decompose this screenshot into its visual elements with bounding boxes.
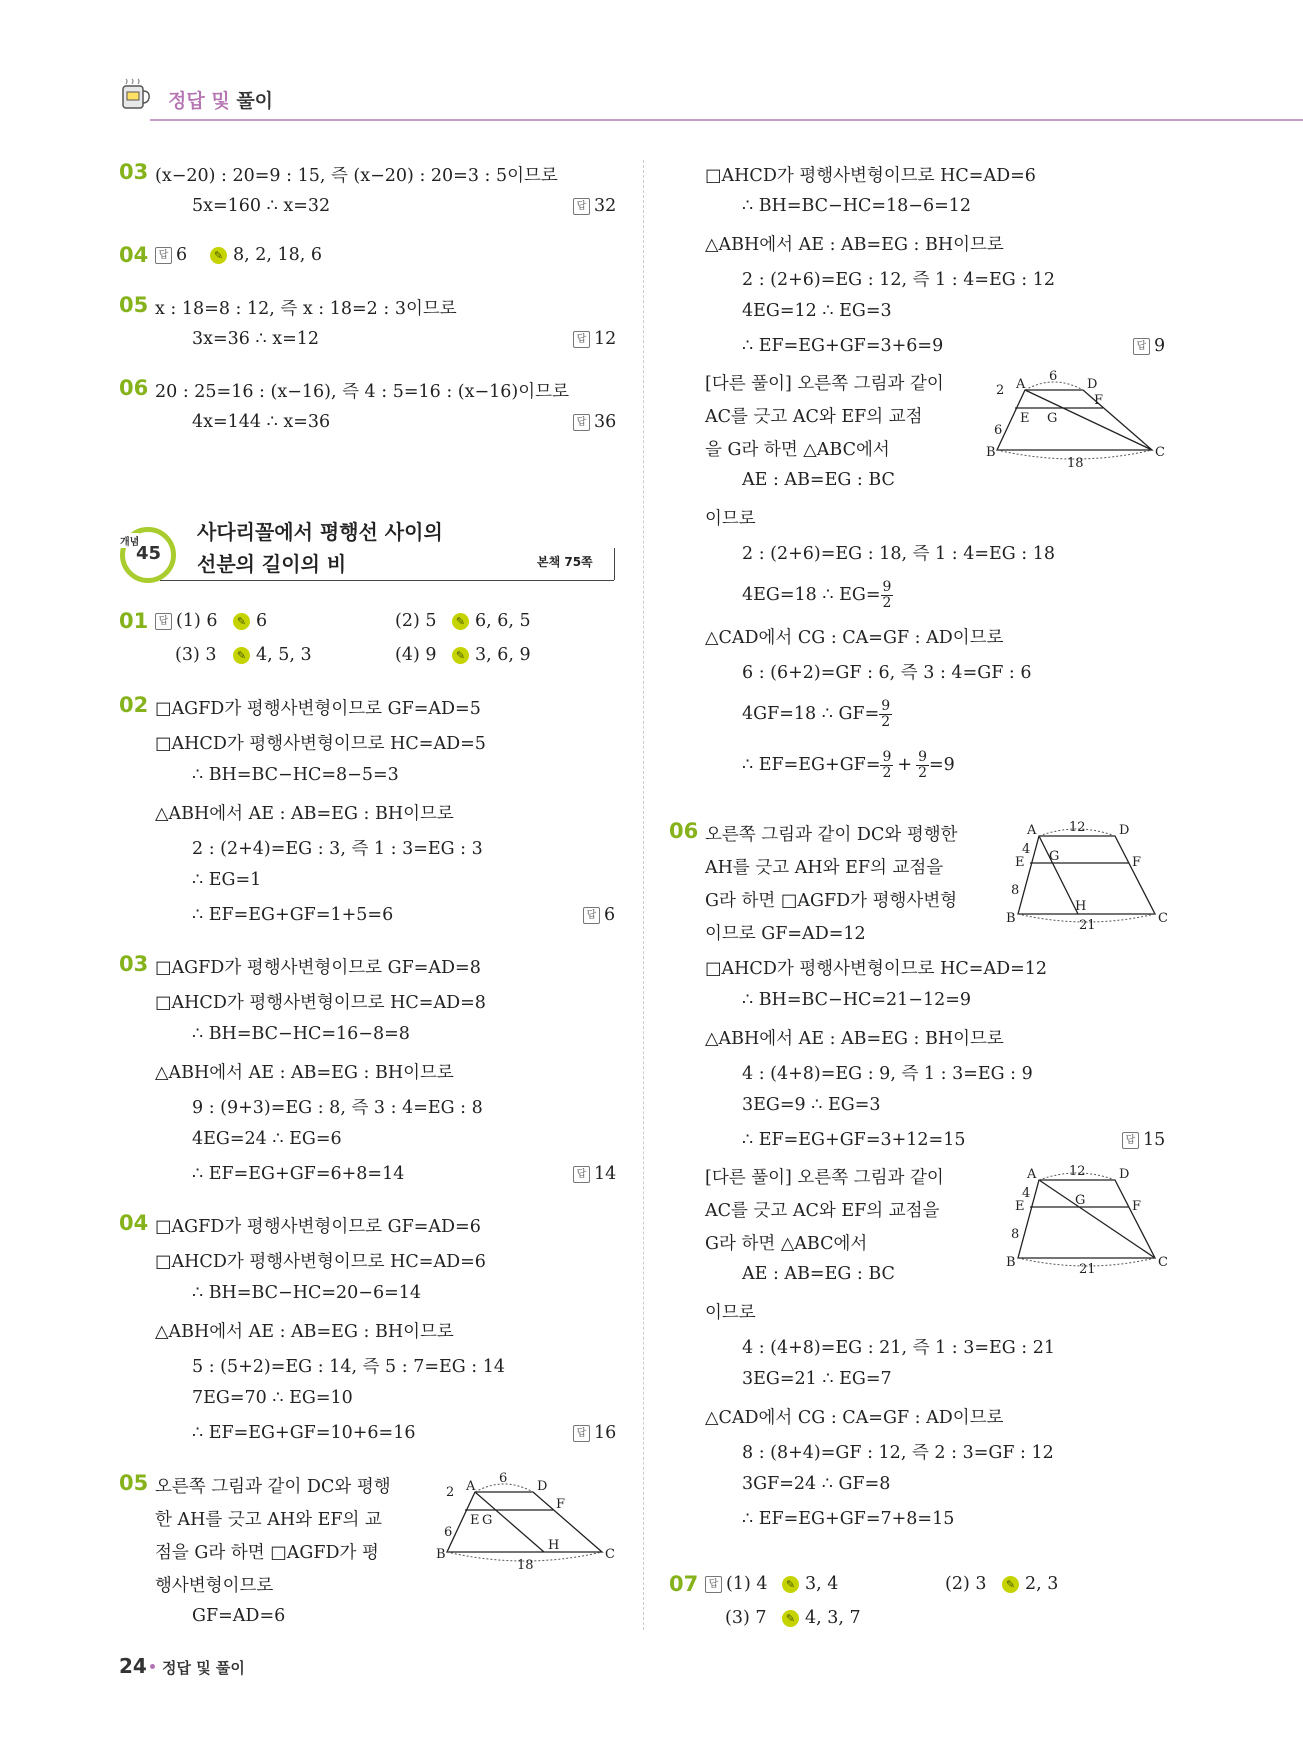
pencil-icon: ✎ [452,647,469,664]
solution-line: 8 : (8+4)=GF : 12, 즉 2 : 3=GF : 12 [742,1443,1054,1463]
answer-box [573,196,616,216]
fig-label: D [1119,1167,1130,1182]
trapezoid-figure [1005,818,1175,930]
fig-label: H [548,1538,560,1553]
fill-value: 3, 4 [805,1574,839,1594]
pencil-icon: ✎ [1002,1576,1019,1593]
column-divider [643,160,644,1630]
footer-label: 정답 및 풀이 [162,1659,245,1677]
solution-line: 7EG=70 ∴ EG=10 [192,1388,353,1408]
answer-value: 9 [1154,336,1166,356]
answer-box [573,1164,616,1184]
fig-label: E [1020,411,1030,426]
answer-icon: 답 [573,1425,590,1442]
header-rule [150,119,1303,121]
problem-number: 06 [119,376,149,400]
problem-number: 01 [119,609,149,633]
fig-label: G [482,1513,493,1528]
answer-box [155,245,187,265]
fig-label: C [605,1547,615,1562]
header-title-a: 정답 [168,90,205,112]
solution-line: □AGFD가 평행사변형이므로 GF=AD=6 [155,1217,481,1237]
fig-label: 21 [1079,1262,1096,1274]
fig-label: C [1158,911,1168,926]
fig-label: C [1155,445,1165,460]
answer-value: 6 [176,245,188,265]
answer-icon: 답 [583,907,600,924]
answer-icon: 답 [573,414,590,431]
fig-label: D [1119,823,1130,838]
fig-label: E [470,1513,480,1528]
fill-answer [452,645,531,665]
solution-text: =9 [929,755,955,775]
footer-dot [150,1664,155,1669]
solution-line: □AHCD가 평행사변형이므로 HC=AD=6 [155,1252,486,1272]
header-title-c: 풀이 [236,90,274,112]
solution-line: △ABH에서 AE : AB=EG : BH이므로 [155,1063,454,1083]
solution-line: ∴ EF=EG+GF=1+5=6 [192,905,394,925]
fraction-numerator: 9 [881,698,891,714]
solution-line: 5x=160 ∴ x=32 [192,196,331,216]
solution-line: □AHCD가 평행사변형이므로 HC=AD=5 [155,734,486,754]
fraction-denominator: 2 [881,714,891,730]
solution-line: 4 : (4+8)=EG : 21, 즉 1 : 3=EG : 21 [742,1338,1056,1358]
fig-label: 21 [1079,918,1096,930]
fig-label: G [1075,1193,1086,1208]
fig-label: B [1006,911,1016,926]
answer-box [573,412,616,432]
plus-sign: + [897,755,913,775]
solution-line: □AGFD가 평행사변형이므로 GF=AD=8 [155,958,481,978]
answer-value: 32 [594,196,617,216]
problem-number: 03 [119,160,149,184]
solution-line: GF=AD=6 [192,1606,286,1626]
fig-label: F [1132,1199,1142,1214]
solution-line: ∴ BH=BC−HC=8−5=3 [192,765,399,785]
answer-icon: 답 [155,247,172,264]
fill-value: 6, 6, 5 [475,611,531,631]
problem-number: 07 [669,1572,699,1596]
answer-icon: 답 [1133,338,1150,355]
fig-label: 18 [517,1558,534,1570]
answer-value: (2) 5 [395,611,437,631]
fig-label: E [1015,1199,1025,1214]
answer-icon: 답 [573,1166,590,1183]
fraction-denominator: 2 [882,765,892,781]
solution-line [742,750,955,781]
answer-value: (1) 6 [176,611,218,631]
solution-line: △ABH에서 AE : AB=EG : BH이므로 [705,235,1004,255]
solution-line: ∴ BH=BC−HC=20−6=14 [192,1283,422,1303]
answer-box [395,645,437,665]
solution-line: 점을 G라 하면 □AGFD가 평 [155,1543,379,1563]
fig-label: D [1087,377,1098,392]
concept-tag: 개념 [120,533,139,548]
pencil-icon: ✎ [782,1576,799,1593]
fig-label: A [1016,377,1026,392]
answer-value: (3) 7 [725,1608,767,1628]
fig-label: D [537,1479,548,1494]
problem-number: 04 [119,1211,149,1235]
concept-corner [614,548,615,580]
solution-line: △CAD에서 CG : CA=GF : AD이므로 [705,628,1004,648]
solution-line: 20 : 25=16 : (x−16), 즉 4 : 5=16 : (x−16)이므로 [155,382,569,402]
concept-reference: 본책 75쪽 [537,555,593,569]
fill-answer [233,611,267,631]
page-number: 24 [119,1654,147,1678]
solution-line: ∴ EF=EG+GF=3+6=9 [742,336,944,356]
answer-value: (1) 4 [726,1574,768,1594]
solution-text: 4EG=18 ∴ EG= [742,585,881,605]
solution-line: G라 하면 △ABC에서 [705,1234,868,1254]
fig-label: H [1075,899,1087,914]
solution-line: 이므로 [705,509,756,529]
concept-title: 사다리꼴에서 평행선 사이의 [197,520,443,544]
fig-label: 12 [1069,1164,1086,1179]
solution-line: 한 AH를 긋고 AH와 EF의 교 [155,1510,382,1530]
fill-value: 2, 3 [1025,1574,1059,1594]
fill-value: 6 [256,611,268,631]
answer-icon: 답 [573,198,590,215]
solution-text: 4GF=18 ∴ GF= [742,704,880,724]
solution-line: 3GF=24 ∴ GF=8 [742,1474,891,1494]
fig-label: A [466,1479,476,1494]
fraction-numerator: 9 [882,579,892,595]
solution-text: ∴ EF=EG+GF= [742,755,881,775]
answer-value: 14 [594,1164,617,1184]
fraction [880,750,893,781]
fraction [879,699,892,730]
fig-label: B [986,445,996,460]
fig-label: A [1027,823,1037,838]
solution-line: △ABH에서 AE : AB=EG : BH이므로 [705,1029,1004,1049]
fill-answer [1002,1574,1058,1594]
solution-line: 4EG=12 ∴ EG=3 [742,301,892,321]
answer-value: 36 [594,412,617,432]
solution-line: □AHCD가 평행사변형이므로 HC=AD=6 [705,166,1036,186]
fig-label: A [1027,1167,1037,1182]
problem-number: 03 [119,952,149,976]
answer-box [395,611,437,631]
trapezoid-figure [985,368,1165,468]
header-title-b: 및 [211,90,230,112]
fig-label: 4 [1022,842,1031,857]
fill-answer [782,1608,861,1628]
answer-box [1122,1130,1165,1150]
answer-box [583,905,615,925]
solution-line: 3EG=9 ∴ EG=3 [742,1095,881,1115]
cup-icon [118,72,152,112]
fraction [916,750,929,781]
problem-number: 06 [669,819,699,843]
answer-value: (2) 3 [945,1574,987,1594]
answer-value: (3) 3 [175,645,217,665]
solution-line: 4 : (4+8)=EG : 9, 즉 1 : 3=EG : 9 [742,1064,1033,1084]
solution-line: ∴ EF=EG+GF=10+6=16 [192,1423,416,1443]
fig-label: 18 [1067,456,1084,468]
answer-value: 6 [604,905,616,925]
fig-label: 2 [446,1485,455,1500]
solution-line: 4EG=24 ∴ EG=6 [192,1129,342,1149]
pencil-icon: ✎ [782,1610,799,1627]
fraction-denominator: 2 [882,595,892,611]
solution-line: ∴ EF=EG+GF=7+8=15 [742,1509,955,1529]
fill-answer [782,1574,838,1594]
fig-label: 4 [1022,1186,1031,1201]
solution-line: 5 : (5+2)=EG : 14, 즉 5 : 7=EG : 14 [192,1357,506,1377]
answer-value: 16 [594,1423,617,1443]
solution-line: 6 : (6+2)=GF : 6, 즉 3 : 4=GF : 6 [742,663,1032,683]
header-title [168,86,273,113]
fill-value: 4, 5, 3 [256,645,312,665]
solution-line: □AHCD가 평행사변형이므로 HC=AD=12 [705,959,1048,979]
solution-line: 3x=36 ∴ x=12 [192,329,319,349]
solution-line: 오른쪽 그림과 같이 DC와 평행 [155,1477,391,1497]
fig-label: 6 [499,1471,508,1486]
solution-line: AE : AB=EG : BC [742,470,895,490]
problem-number: 05 [119,1471,149,1495]
answer-value: (4) 9 [395,645,437,665]
fig-label: F [1132,855,1142,870]
fig-label: G [1047,411,1058,426]
fill-value: 3, 6, 9 [475,645,531,665]
solution-line: AE : AB=EG : BC [742,1264,895,1284]
fig-label: G [1049,849,1060,864]
problem-number: 02 [119,693,149,717]
solution-line: 을 G라 하면 △ABC에서 [705,440,890,460]
answer-icon: 답 [155,613,172,630]
answer-box [573,329,616,349]
solution-line: ∴ EF=EG+GF=6+8=14 [192,1164,405,1184]
solution-line: 오른쪽 그림과 같이 DC와 평행한 [705,825,958,845]
solution-line: ∴ EF=EG+GF=3+12=15 [742,1130,966,1150]
solution-line: 2 : (2+6)=EG : 12, 즉 1 : 4=EG : 12 [742,270,1056,290]
answer-icon: 답 [1122,1132,1139,1149]
trapezoid-figure [435,1470,615,1570]
solution-line: △ABH에서 AE : AB=EG : BH이므로 [155,804,454,824]
solution-line: □AGFD가 평행사변형이므로 GF=AD=5 [155,699,481,719]
fig-label: 6 [994,423,1003,438]
solution-line: 2 : (2+6)=EG : 18, 즉 1 : 4=EG : 18 [742,544,1056,564]
solution-line: AC를 긋고 AC와 EF의 교점 [705,407,923,427]
concept-underline [160,580,614,581]
fig-label: 8 [1011,1227,1020,1242]
solution-line: 3EG=21 ∴ EG=7 [742,1369,892,1389]
answer-value: 15 [1143,1130,1166,1150]
pencil-icon: ✎ [233,613,250,630]
answer-box [175,645,217,665]
fill-answer [452,611,531,631]
answer-box [155,611,218,631]
fig-label: 2 [996,383,1005,398]
fig-label: B [436,1547,446,1562]
fraction-numerator: 9 [882,749,892,765]
pencil-icon: ✎ [210,247,227,264]
solution-line: [다른 풀이] 오른쪽 그림과 같이 [705,1168,944,1188]
fig-label: 6 [444,1525,453,1540]
fill-value: 8, 2, 18, 6 [233,245,323,265]
fig-label: 12 [1069,820,1086,835]
solution-line: ∴ BH=BC−HC=16−8=8 [192,1024,410,1044]
solution-line: x : 18=8 : 12, 즉 x : 18=2 : 3이므로 [155,299,457,319]
fig-label: C [1158,1255,1168,1270]
solution-line [742,580,893,611]
fraction-denominator: 2 [918,765,927,781]
fig-label: B [1006,1255,1016,1270]
answer-box [1133,336,1165,356]
fill-answer [210,245,322,265]
answer-box [945,1574,987,1594]
answer-icon: 답 [573,331,590,348]
answer-value: 12 [594,329,617,349]
solution-line: 이므로 [705,1303,756,1323]
solution-line: [다른 풀이] 오른쪽 그림과 같이 [705,374,944,394]
solution-line: ∴ BH=BC−HC=21−12=9 [742,990,972,1010]
solution-line: □AHCD가 평행사변형이므로 HC=AD=8 [155,993,486,1013]
solution-line [742,699,892,730]
pencil-icon: ✎ [233,647,250,664]
fig-label: E [1015,855,1025,870]
answer-box [573,1423,616,1443]
solution-line: 이므로 GF=AD=12 [705,924,866,944]
concept-title: 선분의 길이의 비 [197,552,347,576]
solution-line: (x−20) : 20=9 : 15, 즉 (x−20) : 20=3 : 5이므로 [155,166,558,186]
problem-number: 04 [119,243,149,267]
pencil-icon: ✎ [452,613,469,630]
solution-line: AC를 긋고 AC와 EF의 교점을 [705,1201,940,1221]
solution-line: 행사변형이므로 [155,1576,274,1596]
fig-label: F [1094,393,1104,408]
answer-box [725,1608,767,1628]
solution-line: ∴ EG=1 [192,870,262,890]
problem-number: 05 [119,293,149,317]
fraction-numerator: 9 [918,749,927,765]
solution-line: G라 하면 □AGFD가 평행사변형 [705,891,958,911]
solution-line: ∴ BH=BC−HC=18−6=12 [742,196,972,216]
fig-label: 8 [1011,883,1020,898]
solution-line: △CAD에서 CG : CA=GF : AD이므로 [705,1408,1004,1428]
answer-box [705,1574,768,1594]
fill-value: 4, 3, 7 [805,1608,861,1628]
solution-line: 9 : (9+3)=EG : 8, 즉 3 : 4=EG : 8 [192,1098,483,1118]
solution-line: 2 : (2+4)=EG : 3, 즉 1 : 3=EG : 3 [192,839,483,859]
concept-number: 45 [136,543,162,564]
fill-answer [233,645,312,665]
trapezoid-figure [1005,1162,1175,1274]
solution-line: AH를 긋고 AH와 EF의 교점을 [705,858,944,878]
solution-line: △ABH에서 AE : AB=EG : BH이므로 [155,1322,454,1342]
fig-label: F [556,1497,566,1512]
solution-line: 4x=144 ∴ x=36 [192,412,331,432]
fraction [881,580,894,611]
answer-icon: 답 [705,1576,722,1593]
fig-label: 6 [1049,369,1058,384]
